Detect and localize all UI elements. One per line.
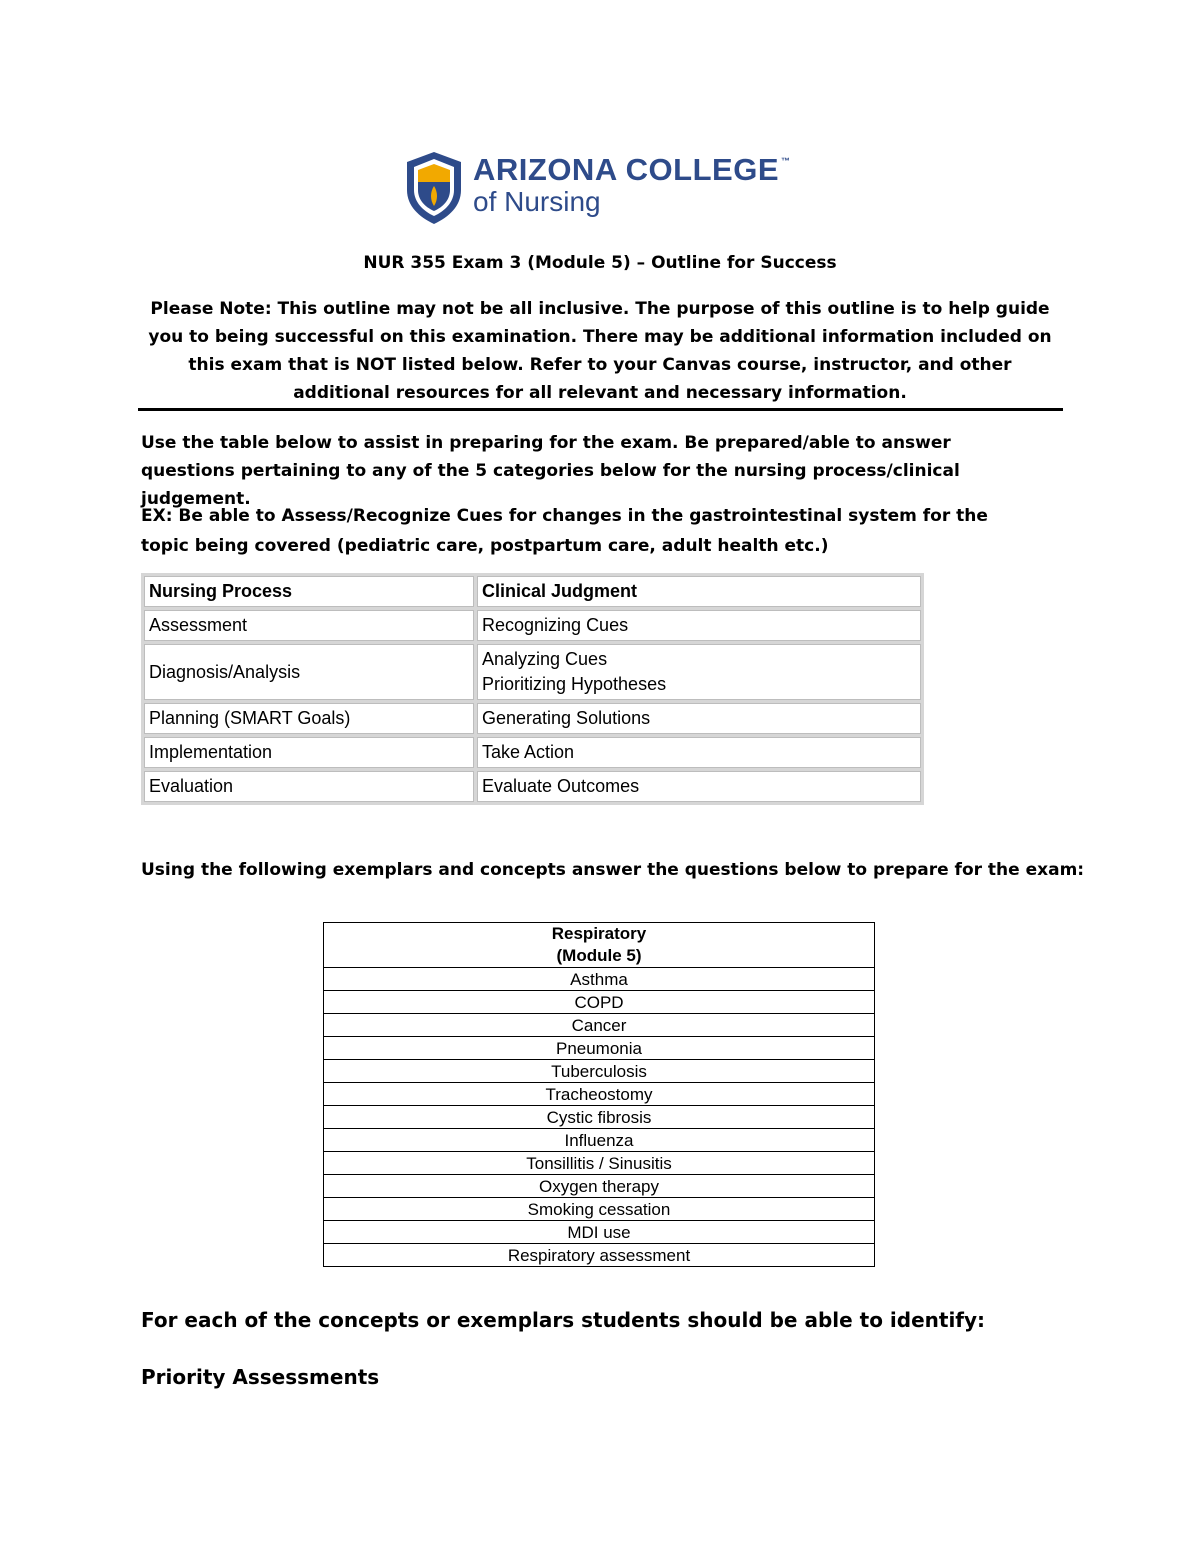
document-title: NUR 355 Exam 3 (Module 5) – Outline for Success [363,253,837,273]
header-nursing-process: Nursing Process [144,576,474,607]
table-cell: Cancer [324,1014,875,1037]
table-cell [477,644,921,700]
table-row [324,1198,875,1221]
table-cell: Cystic fibrosis [324,1106,875,1129]
table-header-row [144,576,921,607]
table-cell: Influenza [324,1129,875,1152]
college-logo [403,150,803,230]
disclaimer-note: Please Note: This outline may not be all inclusive. The purpose of this outline is to help guide you to being successful on this examination. There may be additional information included on this exam that is NOT listed below. Refer to your Canvas course, instructor, and other additional resources for all relevant and necessary information. [148,299,1052,403]
table-row [324,1106,875,1129]
nursing-process-table [141,573,924,805]
respiratory-table [323,922,875,1267]
table-cell: Evaluation [144,771,474,802]
table-cell: Implementation [144,737,474,768]
table-row [144,644,921,700]
table-cell: Planning (SMART Goals) [144,703,474,734]
table-cell: Generating Solutions [477,703,921,734]
intro-paragraph: Use the table below to assist in preparing for the exam. Be prepared/able to answer questions pertaining to any of the 5 categories below for the nursing process/clinical judgement. [141,433,960,509]
header-clinical-judgment: Clinical Judgment [477,576,921,607]
table-cell: Tonsillitis / Sinusitis [324,1152,875,1175]
shield-icon [403,150,465,226]
cell-line: Prioritizing Hypotheses [482,674,667,694]
table-cell: Pneumonia [324,1037,875,1060]
table-cell: COPD [324,991,875,1014]
example-paragraph: EX: Be able to Assess/Recognize Cues for changes in the gastrointestinal system for the topic being covered (pediatric care, postpartum care, adult health etc.) [141,506,988,556]
table-cell: Oxygen therapy [324,1175,875,1198]
table-cell: MDI use [324,1221,875,1244]
table-cell: Respiratory assessment [324,1244,875,1267]
table-row [324,1175,875,1198]
for-each-heading: For each of the concepts or exemplars students should be able to identify: [141,1308,986,1332]
table-row [324,1083,875,1106]
table-row [324,1152,875,1175]
table-header-row [324,923,875,968]
table-row [144,610,921,641]
table-row [324,1129,875,1152]
horizontal-rule [138,408,1063,411]
header-line: (Module 5) [556,946,642,965]
respiratory-header [324,923,875,968]
table-row [144,737,921,768]
table-row [324,1060,875,1083]
table-cell: Tracheostomy [324,1083,875,1106]
logo-text-of-nursing: of Nursing [473,186,601,217]
table-row [144,703,921,734]
table-cell: Asthma [324,968,875,991]
table-cell: Take Action [477,737,921,768]
table-cell: Diagnosis/Analysis [144,644,474,700]
table-cell: Smoking cessation [324,1198,875,1221]
table-row [324,1221,875,1244]
exemplars-instruction: Using the following exemplars and concepts answer the questions below to prepare for the exam: [141,860,1085,880]
header-line: Respiratory [551,924,647,943]
table-cell: Tuberculosis [324,1060,875,1083]
table-row [144,771,921,802]
logo-text-arizona-college: ARIZONA COLLEGE ™ [473,152,791,187]
table-row [324,1014,875,1037]
table-row [324,1037,875,1060]
table-row [324,991,875,1014]
cell-line: Analyzing Cues [482,649,608,669]
priority-assessments-heading: Priority Assessments [141,1365,380,1389]
table-cell: Evaluate Outcomes [477,771,921,802]
table-cell: Assessment [144,610,474,641]
table-row [324,968,875,991]
table-row [324,1244,875,1267]
table-cell: Recognizing Cues [477,610,921,641]
